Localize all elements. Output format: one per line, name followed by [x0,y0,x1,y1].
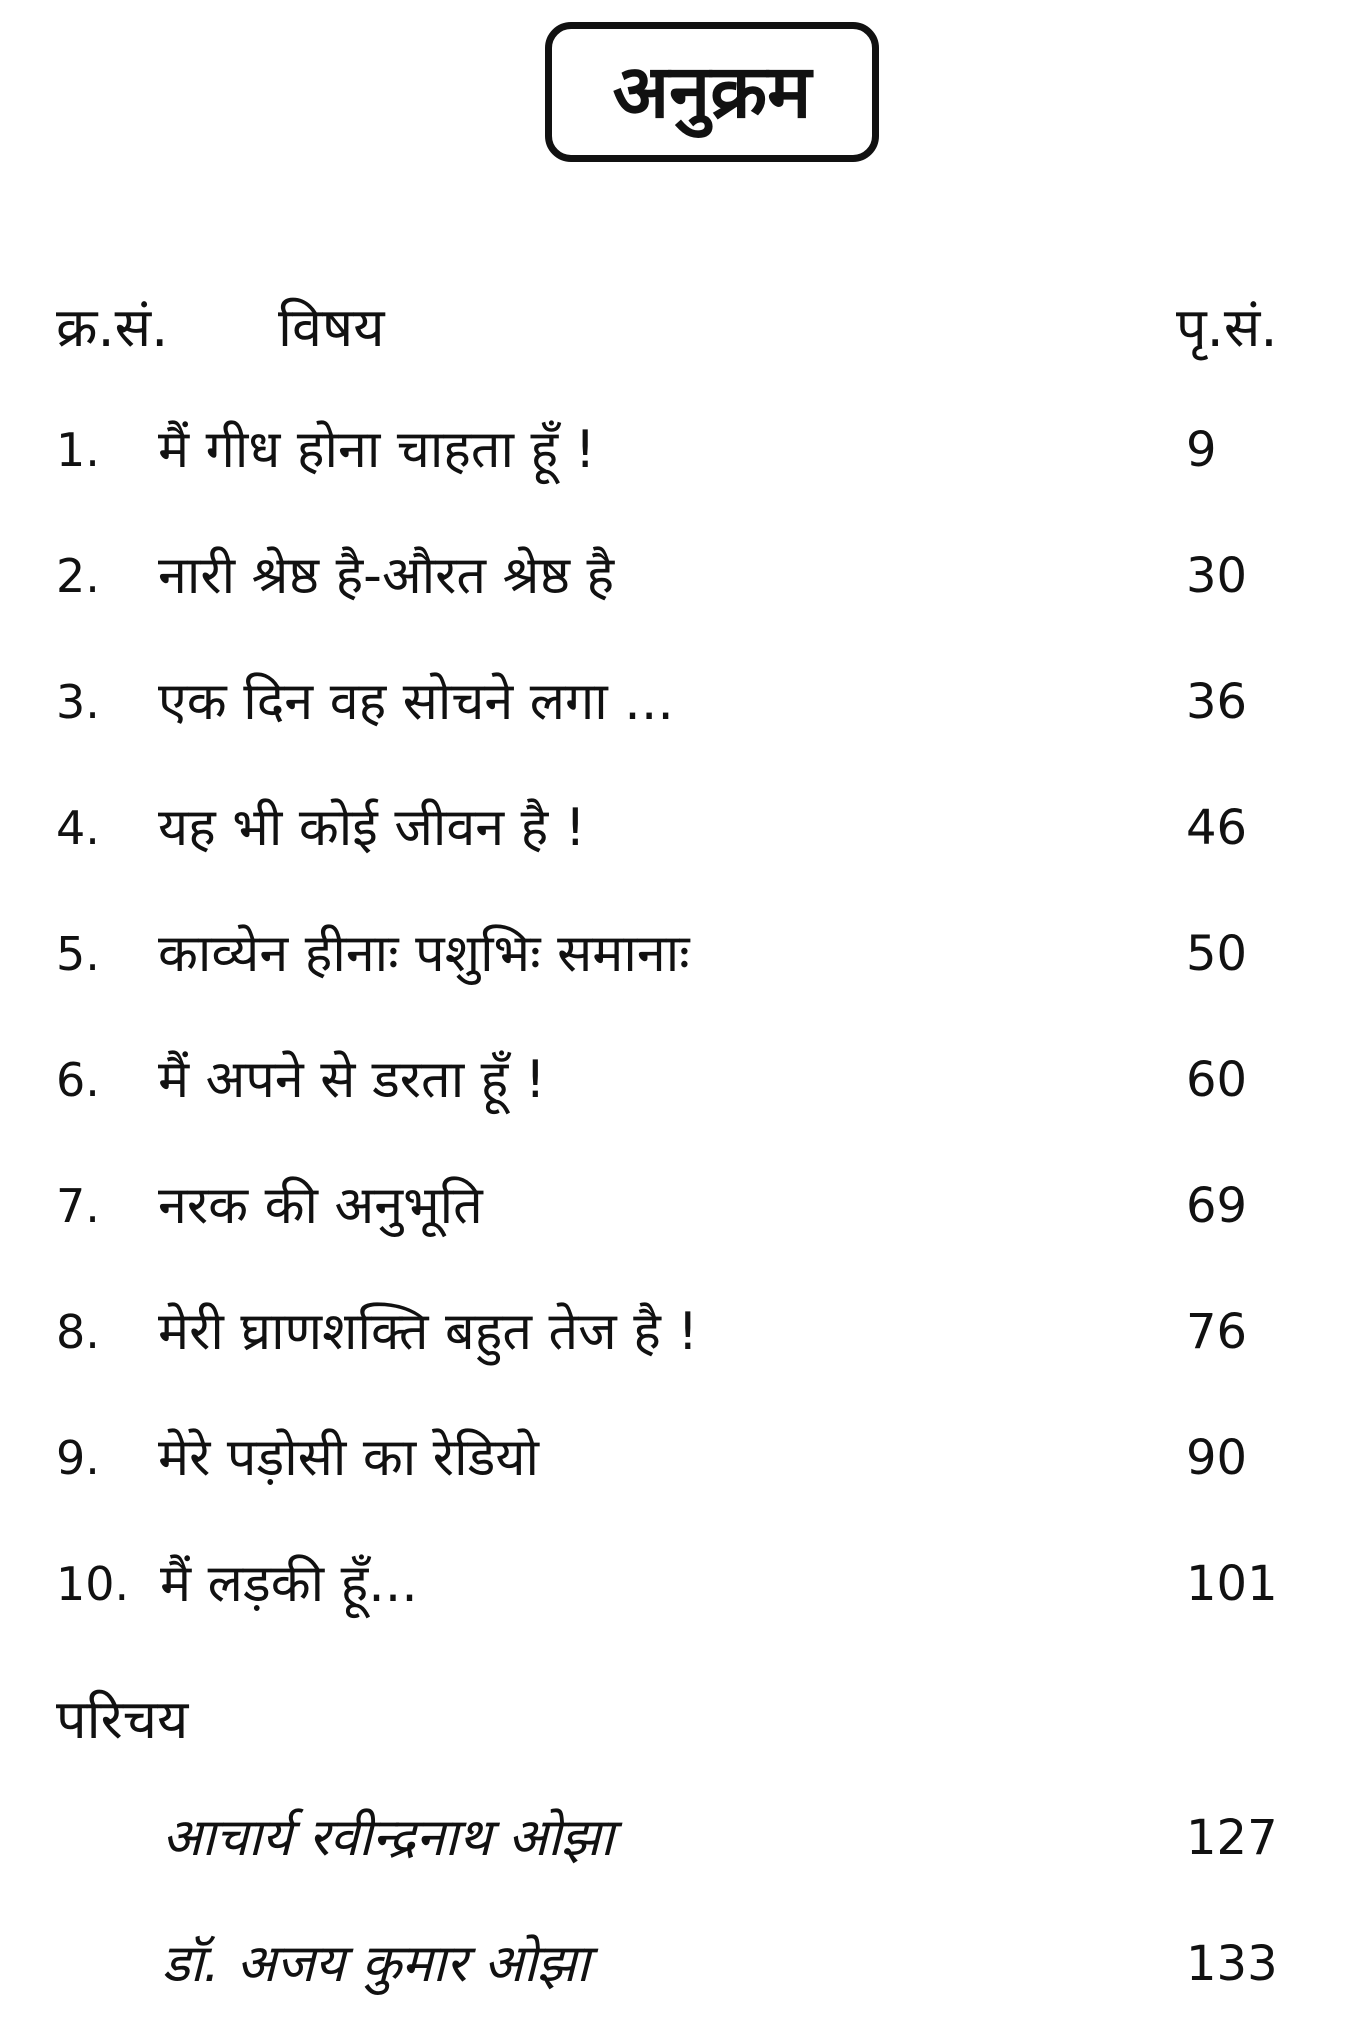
entry-title: मैं गीध होना चाहता हूँ ! [158,420,596,480]
introduction-page: 127 [1186,1810,1278,1866]
entry-title: एक दिन वह सोचने लगा ... [158,672,674,732]
page-title: अनुक्रम [545,22,879,162]
toc-entry [0,666,1355,738]
toc-entry [0,1296,1355,1368]
entry-number: 5. [56,927,100,981]
header-serial-number: क्र.सं. [56,296,169,359]
entry-page: 50 [1186,926,1248,982]
entry-title: मेरे पड़ोसी का रेडियो [158,1428,539,1488]
entry-page: 101 [1186,1556,1278,1612]
entry-page: 36 [1186,674,1248,730]
entry-title: मैं लड़की हूँ... [160,1554,418,1614]
entry-number: 3. [56,675,100,729]
introduction-name: आचार्य रवीन्द्रनाथ ओझा [162,1808,614,1868]
toc-entry [0,1044,1355,1116]
toc-entry [0,792,1355,864]
entry-page: 30 [1186,548,1248,604]
toc-entry [0,540,1355,612]
introduction-entry [0,1928,1355,2000]
entry-title: नारी श्रेष्ठ है-औरत श्रेष्ठ है [158,546,615,606]
entry-page: 46 [1186,800,1248,856]
entry-title: मैं अपने से डरता हूँ ! [158,1050,546,1110]
header-subject: विषय [278,296,385,359]
entry-number: 8. [56,1305,100,1359]
toc-entry [0,918,1355,990]
entry-number: 2. [56,549,100,603]
toc-entry [0,1548,1355,1620]
entry-number: 9. [56,1431,100,1485]
entry-page: 9 [1186,422,1217,478]
entry-number: 1. [56,423,100,477]
entry-title: यह भी कोई जीवन है ! [158,798,586,858]
introduction-name: डॉ. अजय कुमार ओझा [162,1934,590,1994]
entry-page: 90 [1186,1430,1248,1486]
introduction-page: 133 [1186,1936,1278,1992]
entry-page: 69 [1186,1178,1248,1234]
introduction-entry [0,1802,1355,1874]
entry-number: 7. [56,1179,100,1233]
entry-page: 76 [1186,1304,1248,1360]
header-page-number: पृ.सं. [1176,296,1278,359]
entry-number: 4. [56,801,100,855]
toc-entry [0,1422,1355,1494]
entry-page: 60 [1186,1052,1248,1108]
entry-title: नरक की अनुभूति [158,1176,483,1236]
entry-title: काव्येन हीनाः पशुभिः समानाः [158,924,690,984]
introduction-heading: परिचय [56,1688,189,1751]
toc-entry [0,1170,1355,1242]
entry-title: मेरी घ्राणशक्ति बहुत तेज है ! [158,1302,699,1362]
entry-number: 6. [56,1053,100,1107]
toc-entry [0,414,1355,486]
entry-number: 10. [56,1557,130,1611]
